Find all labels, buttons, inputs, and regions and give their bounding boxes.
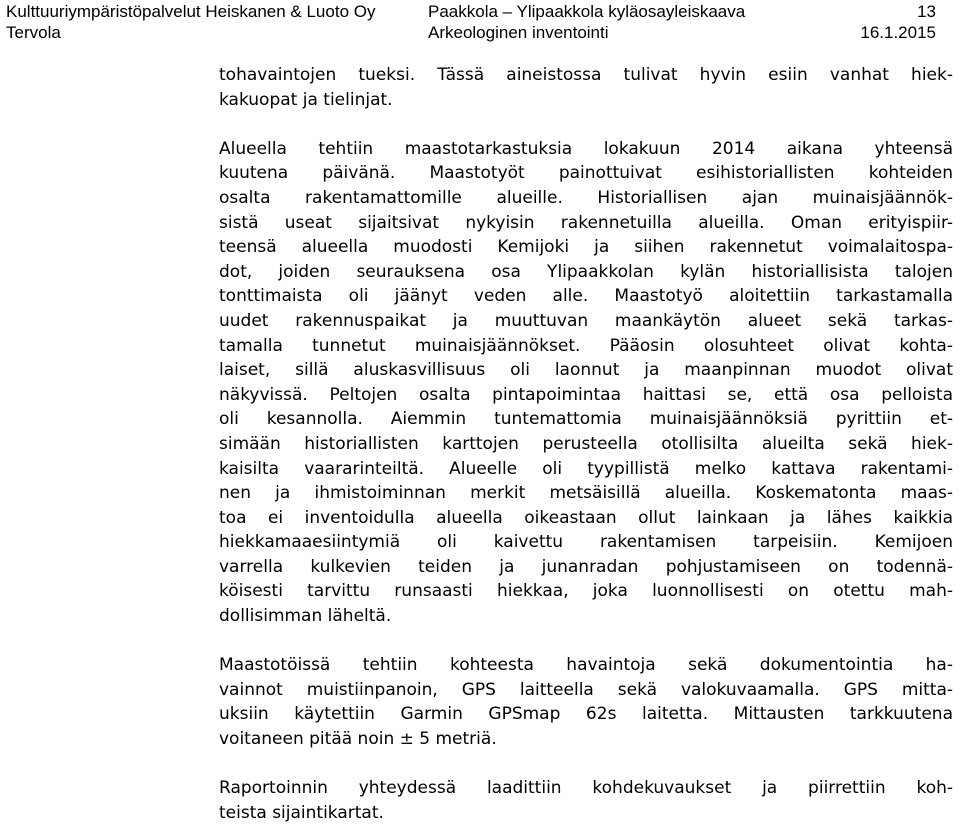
paragraph (219, 653, 953, 751)
text-line: varrella kulkevien teiden ja junanradan pohjustamiseen on todennä- (219, 556, 953, 577)
text-line: köisesti tarvittu runsaasti hiekkaa, joka luonnollisesti on otettu mah- (219, 581, 953, 602)
text-line: osalta rakentamattomille alueille. Historiallisen ajan muinaisjäännök- (219, 187, 953, 208)
text-line: teensä alueella muodosti Kemijoki ja siihen rakennetut voimalaitospa- (219, 237, 953, 258)
text-line: dollisimman läheltä. (219, 606, 392, 627)
paragraph-gap (219, 629, 953, 654)
text-line: dot, joiden seurauksena osa Ylipaakkolan kylän historiallisista talojen (219, 261, 953, 282)
text-line: laiset, sillä aluskasvillisuus oli laonnut ja maanpinnan muodot olivat (219, 360, 953, 381)
text-line: hiekkamaaesiintymiä oli kaivettu rakentamisen tarpeisiin. Kemijoen (219, 532, 953, 553)
project-title: Paakkola – Ylipaakkola kyläosayleiskaava (428, 2, 746, 21)
text-line: kakuopat ja tielinjat. (219, 89, 393, 110)
paragraph-gap (219, 112, 953, 137)
text-line: näkyvissä. Peltojen osalta pintapoimintaa haittasi se, että osa pelloista (219, 384, 953, 405)
paragraph-gap (219, 752, 953, 777)
header-left (6, 1, 375, 43)
text-line: nen ja ihmistoiminnan merkit metsäisillä alueilla. Koskematonta maas- (219, 483, 953, 504)
paragraph (219, 776, 953, 825)
text-line: kuutena päivänä. Maastotyöt painottuivat esihistoriallisten kohteiden (219, 163, 953, 184)
text-line: vainnot muistiinpanoin, GPS laitteella sekä valokuvaamalla. GPS mitta- (219, 679, 953, 700)
text-line: tamalla tunnetut muinaisjäännökset. Pääosin olosuhteet olivat kohta- (219, 335, 953, 356)
text-line: Maastotöissä tehtiin kohteesta havaintoja sekä dokumentointia ha- (219, 655, 953, 676)
text-line: oli kesannolla. Aiemmin tuntemattomia muinaisjäännöksiä pyrittiin et- (219, 409, 953, 430)
paragraph (219, 137, 953, 629)
text-line: voitaneen pitää noin ± 5 metriä. (219, 729, 497, 750)
text-line: tonttimaista oli jäänyt veden alle. Maastotyö aloitettiin tarkastamalla (219, 286, 953, 307)
text-line: kaisilta vaararinteiltä. Alueelle oli tyypillistä melko kattava rakentami- (219, 458, 953, 479)
body-text (219, 63, 953, 825)
report-date: 16.1.2015 (860, 23, 936, 42)
page-header (6, 0, 936, 42)
paragraph (219, 63, 953, 112)
page-number: 13 (917, 2, 936, 21)
company-name: Kulttuuriympäristöpalvelut Heiskanen & Luoto Oy (6, 2, 376, 21)
text-line: uksiin käytettiin Garmin GPSmap 62s laitetta. Mittausten tarkkuutena (219, 704, 953, 725)
text-line: tohavaintojen tueksi. Tässä aineistossa tulivat hyvin esiin vanhat hiek- (219, 65, 953, 85)
text-line: teista sijaintikartat. (219, 802, 384, 823)
report-type: Arkeologinen inventointi (428, 23, 609, 42)
header-middle (428, 1, 745, 43)
text-line: sistä useat sijaitsivat nykyisin rakennetuilla alueilla. Oman erityispiir- (219, 212, 953, 233)
text-line: uudet rakennuspaikat ja muuttuvan maankäytön alueet sekä tarkas- (219, 310, 953, 331)
company-location: Tervola (6, 23, 61, 42)
text-line: Raportoinnin yhteydessä laadittiin kohdekuvaukset ja piirrettiin koh- (219, 778, 953, 799)
text-line: Alueella tehtiin maastotarkastuksia lokakuun 2014 aikana yhteensä (219, 138, 953, 159)
text-line: toa ei inventoidulla alueella oikeastaan ollut lainkaan ja lähes kaikkia (219, 507, 953, 528)
header-right (860, 1, 936, 43)
text-line: simään historiallisten karttojen perusteella otollisilta alueilta sekä hiek- (219, 433, 953, 454)
